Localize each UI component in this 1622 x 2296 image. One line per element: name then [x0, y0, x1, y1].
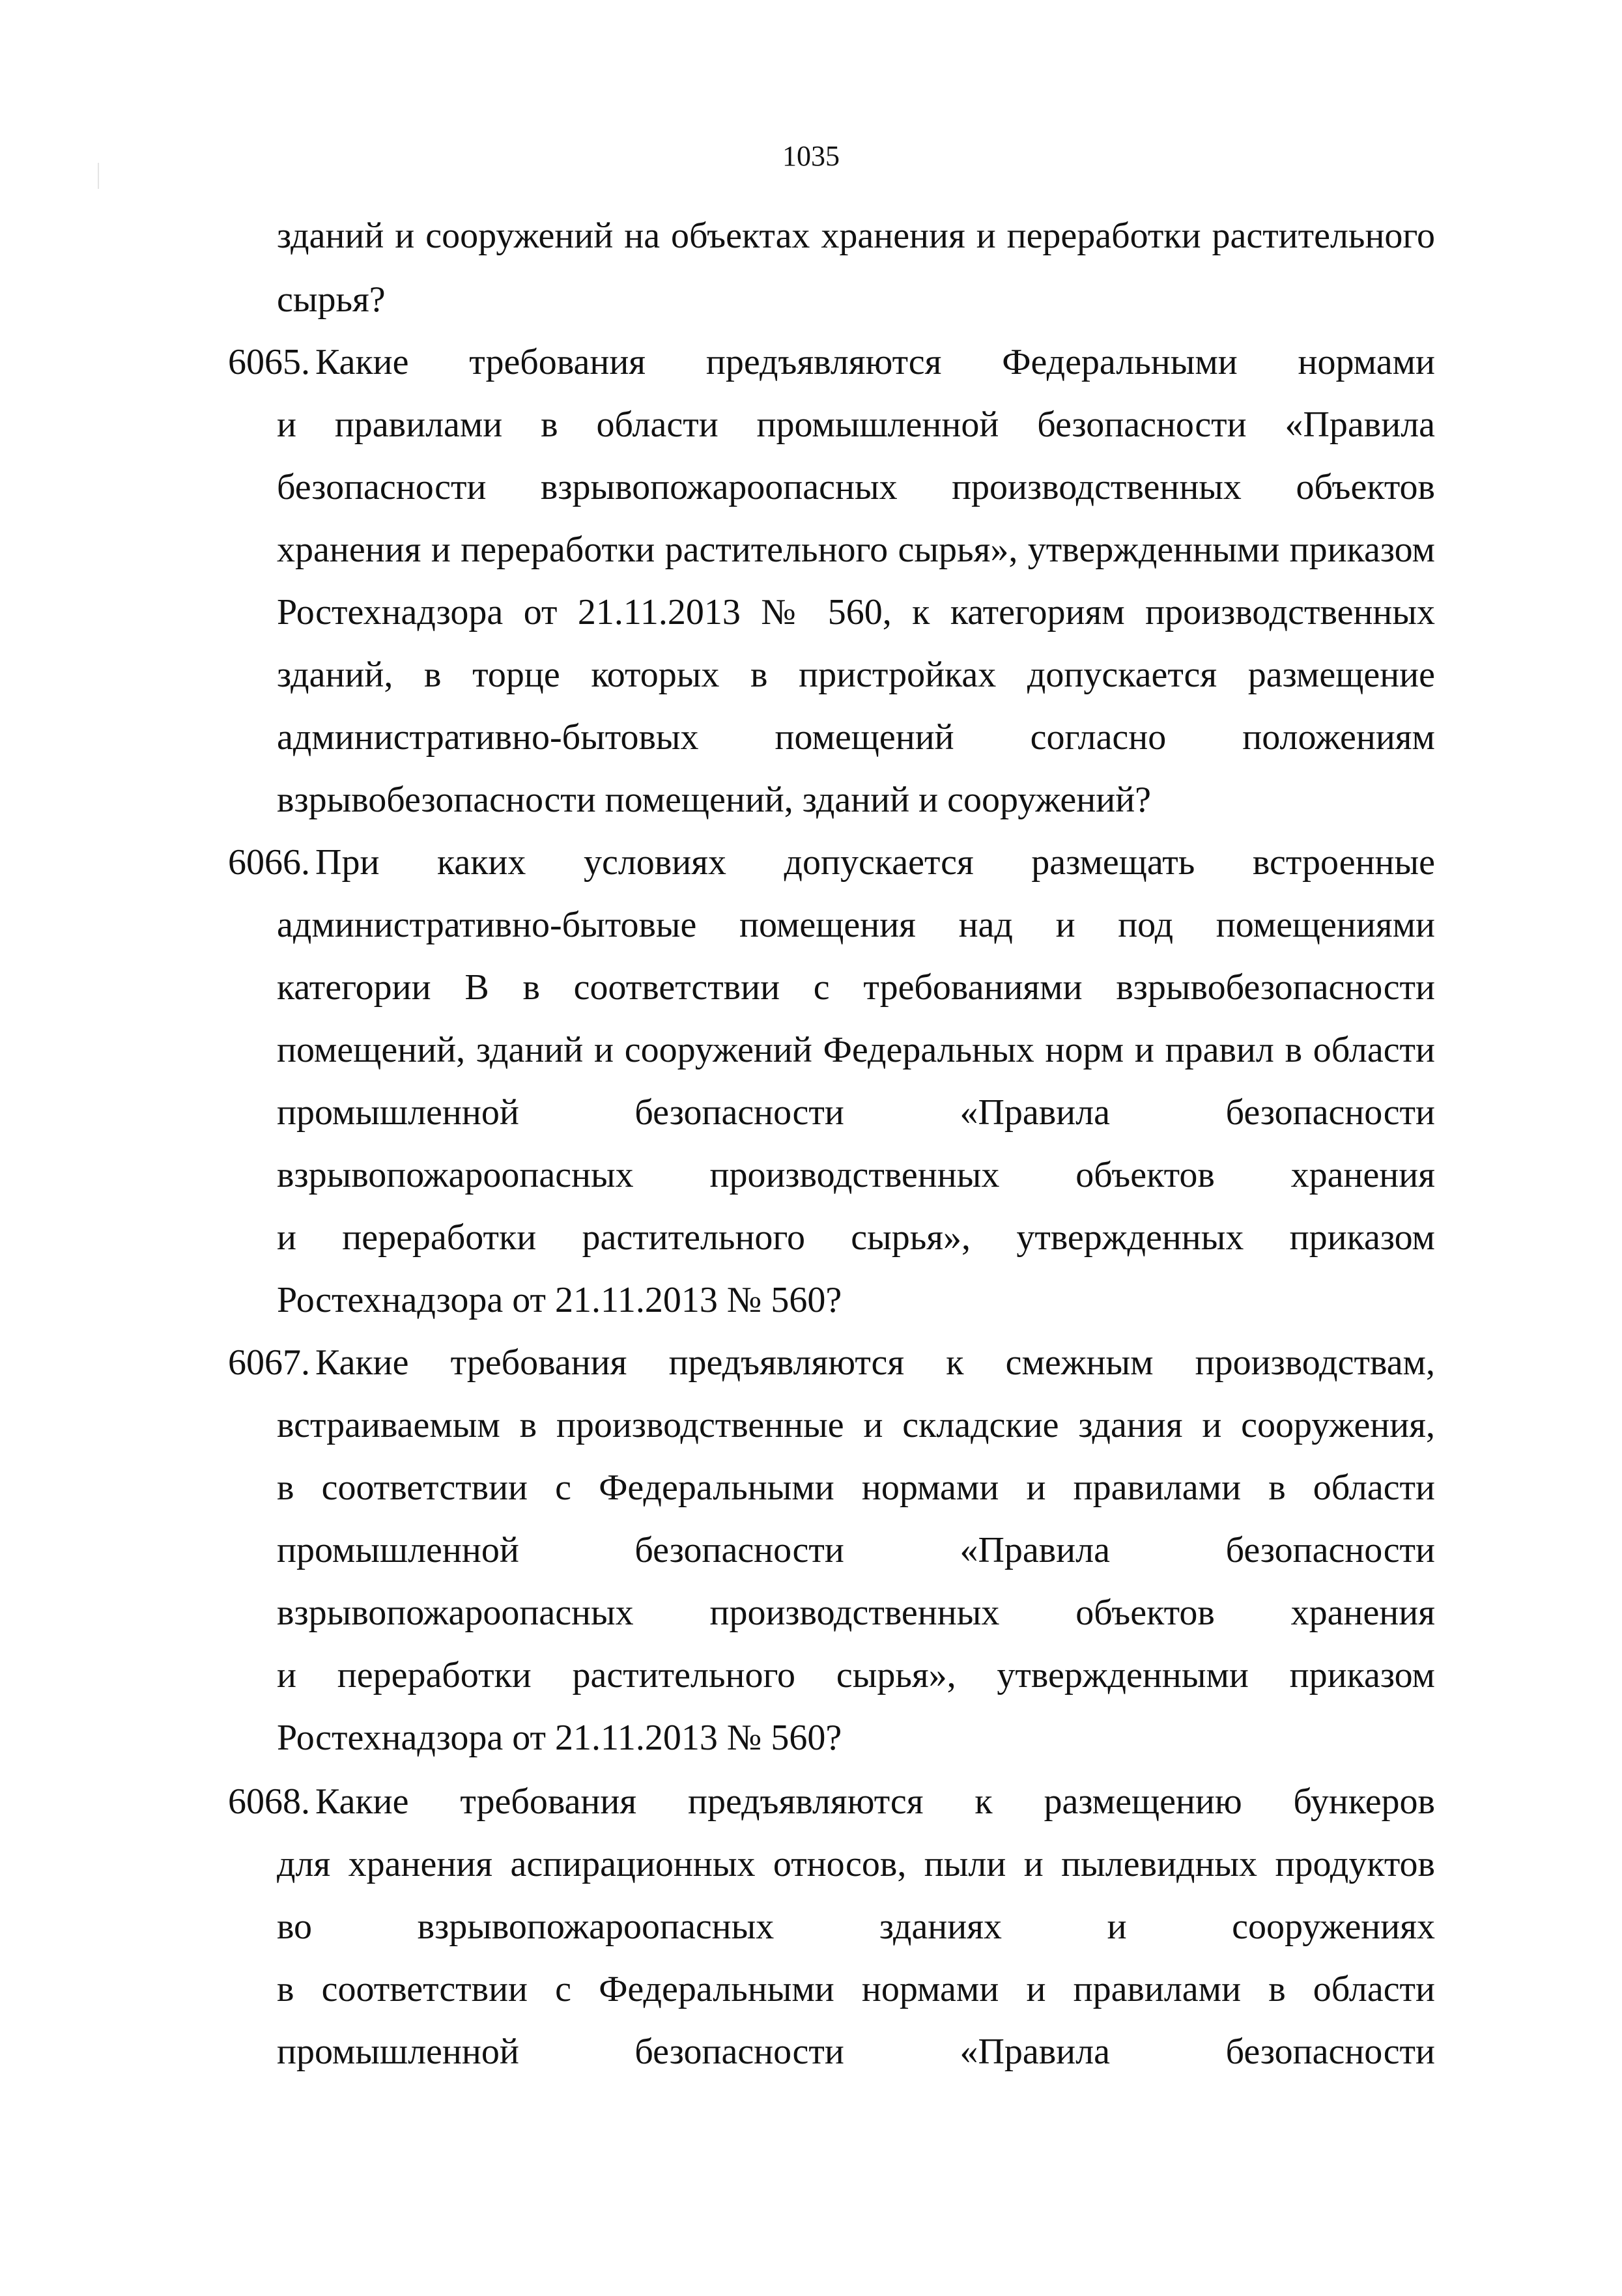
text-line: взрывопожароопасных производственных объектов хранения — [277, 1593, 1435, 1633]
question-number: 6065. — [228, 342, 310, 382]
text-line: в соответствии с Федеральными нормами и правилами в области — [277, 1467, 1435, 1508]
text-line: Какие требования предъявляются к размещению бункеров — [315, 1781, 1435, 1822]
page-number: 1035 — [782, 140, 840, 172]
text-line: зданий и сооружений на объектах хранения и переработки растительного — [277, 216, 1435, 256]
text-line: Ростехнадзора от 21.11.2013 № 560, к категориям производственных — [277, 592, 1435, 632]
text-line: сырья? — [277, 279, 386, 320]
text-line: категории В в соответствии с требованиями взрывобезопасности — [277, 967, 1435, 1008]
text-line: помещений, зданий и сооружений Федеральных норм и правил в области — [277, 1030, 1435, 1070]
text-line: зданий, в торце которых в пристройках допускается размещение — [277, 655, 1435, 695]
text-line: При каких условиях допускается размещать встроенные — [315, 842, 1435, 883]
text-line: и переработки растительного сырья», утвержденных приказом — [277, 1217, 1435, 1258]
text-line: Ростехнадзора от 21.11.2013 № 560? — [277, 1718, 842, 1758]
text-line: и правилами в области промышленной безопасности «Правила — [277, 404, 1435, 445]
text-line: промышленной безопасности «Правила безопасности — [277, 2032, 1435, 2072]
question-number: 6068. — [228, 1781, 310, 1822]
text-line: взрывобезопасности помещений, зданий и сооружений? — [277, 780, 1152, 820]
text-line: промышленной безопасности «Правила безопасности — [277, 1092, 1435, 1133]
text-line: для хранения аспирационных относов, пыли и пылевидных продуктов — [277, 1844, 1435, 1884]
text-line: Ростехнадзора от 21.11.2013 № 560? — [277, 1280, 842, 1320]
question-number: 6067. — [228, 1342, 310, 1383]
text-line: в соответствии с Федеральными нормами и правилами в области — [277, 1969, 1435, 2009]
text-line: во взрывопожароопасных зданиях и сооружениях — [277, 1906, 1435, 1947]
text-line: Какие требования предъявляются к смежным производствам, — [315, 1342, 1435, 1383]
text-line: и переработки растительного сырья», утвержденными приказом — [277, 1655, 1435, 1695]
question-number: 6066. — [228, 842, 310, 883]
text-line: административно-бытовые помещения над и под помещениями — [277, 905, 1435, 945]
text-line: хранения и переработки растительного сырья», утвержденными приказом — [277, 530, 1435, 570]
text-line: Какие требования предъявляются Федеральными нормами — [315, 342, 1435, 382]
text-line: административно-бытовых помещений согласно положениям — [277, 717, 1435, 758]
text-line: промышленной безопасности «Правила безопасности — [277, 1530, 1435, 1570]
text-line: безопасности взрывопожароопасных производственных объектов — [277, 467, 1435, 507]
text-line: взрывопожароопасных производственных объектов хранения — [277, 1155, 1435, 1195]
text-line: встраиваемым в производственные и складские здания и сооружения, — [277, 1405, 1435, 1445]
